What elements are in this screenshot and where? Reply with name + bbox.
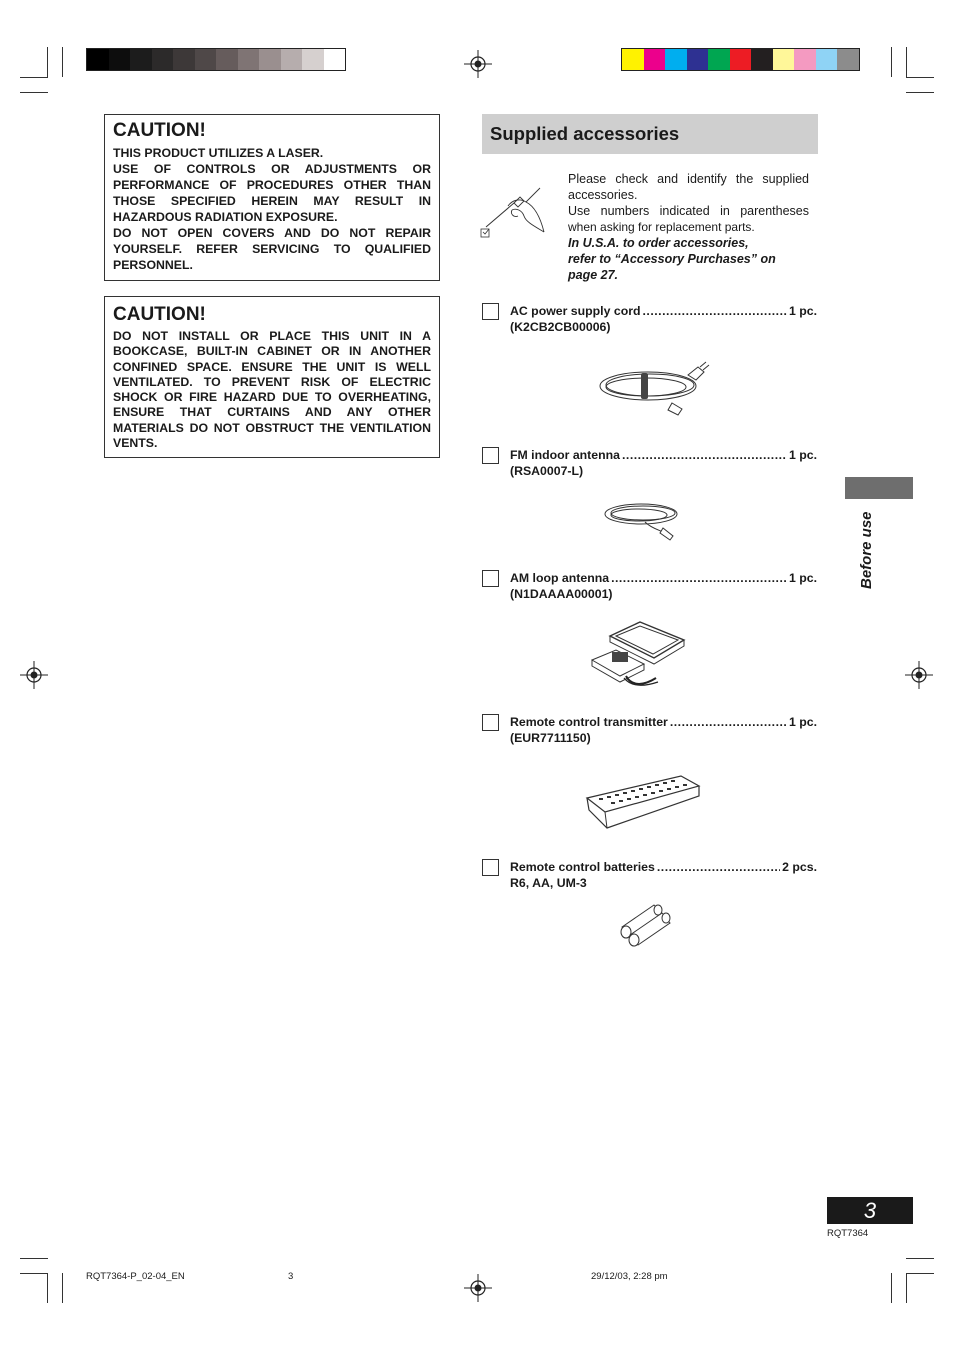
footer-page: 3 <box>288 1271 294 1282</box>
item-qty: 1 pc. <box>788 715 817 729</box>
caution-line: PERSONNEL. <box>113 258 193 272</box>
section-tab-marker <box>845 477 913 499</box>
color-swatch <box>216 49 238 70</box>
grayscale-calibration-bar <box>86 48 346 71</box>
caution-line: DO NOT INSTALL OR PLACE THIS UNIT IN A <box>113 329 431 343</box>
accessory-item-batteries <box>510 859 817 891</box>
batteries-illustration-icon <box>614 899 674 947</box>
accessory-item-ac-cord <box>510 303 817 335</box>
color-swatch <box>259 49 281 70</box>
item-name: Remote control batteries <box>510 860 655 874</box>
color-swatch <box>173 49 195 70</box>
caution-line: CONFINED SPACE. ENSURE THE UNIT IS WELL <box>113 359 431 374</box>
item-name: Remote control transmitter <box>510 715 668 729</box>
color-swatch <box>794 49 816 70</box>
color-swatch <box>130 49 152 70</box>
item-part: (RSA0007-L) <box>510 464 584 478</box>
item-qty: 1 pc. <box>788 448 817 462</box>
item-part: R6, AA, UM-3 <box>510 876 587 890</box>
pen-check-illustration-icon <box>478 186 550 242</box>
checkbox-remote[interactable] <box>482 714 499 731</box>
intro-line: Please check and identify the supplied <box>568 172 809 186</box>
caution-heading: CAUTION! <box>113 120 206 141</box>
accessory-item-remote <box>510 714 817 746</box>
intro-line: refer to “Accessory Purchases” on <box>568 252 776 266</box>
caution-line: THOSE SPECIFIED HEREIN MAY RESULT IN <box>113 194 431 208</box>
checkbox-ac-cord[interactable] <box>482 303 499 320</box>
caution-line: USE OF CONTROLS OR ADJUSTMENTS OR <box>113 162 431 176</box>
caution-line: DO NOT OPEN COVERS AND DO NOT REPAIR <box>113 226 431 240</box>
color-swatch <box>687 49 709 70</box>
fm-antenna-illustration-icon <box>601 498 687 544</box>
item-name: FM indoor antenna <box>510 448 620 462</box>
caution-line: SHOCK OR FIRE HAZARD DUE TO OVERHEATING, <box>113 390 431 405</box>
am-loop-antenna-illustration-icon <box>586 618 688 692</box>
caution-line: VENTS. <box>113 436 158 451</box>
caution-line: MATERIALS DO NOT OBSTRUCT THE VENTILATION <box>113 420 431 435</box>
item-qty: 1 pc. <box>788 304 817 318</box>
item-part: (EUR7711150) <box>510 731 591 745</box>
caution-line: BOOKCASE, BUILT-IN CABINET OR IN ANOTHER <box>113 344 431 359</box>
checkbox-fm-antenna[interactable] <box>482 447 499 464</box>
caution-install-box <box>104 296 440 458</box>
item-qty: 2 pcs. <box>782 860 817 874</box>
color-swatch <box>195 49 217 70</box>
color-swatch <box>837 49 859 70</box>
color-swatch <box>109 49 131 70</box>
color-swatch <box>281 49 303 70</box>
caution-line: ENSURE THAT CURTAINS AND ANY OTHER <box>113 405 431 420</box>
item-name: AC power supply cord <box>510 304 641 318</box>
checkbox-am-antenna[interactable] <box>482 570 499 587</box>
side-tab-text: Before use <box>858 511 875 589</box>
page-code: RQT7364 <box>827 1228 869 1239</box>
color-swatch <box>730 49 752 70</box>
caution-line: PERFORMANCE OF PROCEDURES OTHER THAN <box>113 178 431 192</box>
color-calibration-bar <box>621 48 860 71</box>
ac-power-cord-illustration-icon <box>596 355 712 417</box>
registration-mark-top-icon <box>464 50 492 78</box>
color-swatch <box>773 49 795 70</box>
item-part: (K2CB2CB00006) <box>510 320 611 334</box>
registration-mark-right-icon <box>905 661 933 689</box>
checkbox-batteries[interactable] <box>482 859 499 876</box>
accessory-item-fm-antenna <box>510 447 817 479</box>
accessories-intro <box>568 171 809 283</box>
color-swatch <box>302 49 324 70</box>
color-swatch <box>816 49 838 70</box>
registration-mark-left-icon <box>20 661 48 689</box>
color-swatch <box>238 49 260 70</box>
accessory-item-am-antenna <box>510 570 817 602</box>
intro-line: accessories. <box>568 188 638 202</box>
side-tab-label <box>820 505 880 595</box>
color-swatch <box>622 49 644 70</box>
intro-line: In U.S.A. to order accessories, <box>568 236 749 250</box>
caution-heading: CAUTION! <box>113 304 206 325</box>
caution-line: VENTILATED. TO PREVENT RISK OF ELECTRIC <box>113 374 431 389</box>
section-title: Supplied accessories <box>482 114 818 154</box>
intro-line: when asking for replacement parts. <box>568 220 755 234</box>
footer-file: RQT7364-P_02-04_EN <box>86 1271 185 1282</box>
caution-laser-box <box>104 114 440 281</box>
color-swatch <box>87 49 109 70</box>
caution-line: THIS PRODUCT UTILIZES A LASER. <box>113 146 324 160</box>
footer-timestamp: 29/12/03, 2:28 pm <box>591 1271 668 1282</box>
color-swatch <box>324 49 346 70</box>
color-swatch <box>665 49 687 70</box>
registration-mark-bottom-icon <box>464 1274 492 1302</box>
color-swatch <box>708 49 730 70</box>
remote-control-illustration-icon <box>585 772 701 834</box>
color-swatch <box>152 49 174 70</box>
item-qty: 1 pc. <box>788 571 817 585</box>
color-swatch <box>644 49 666 70</box>
item-part: (N1DAAAA00001) <box>510 587 613 601</box>
intro-line: Use numbers indicated in parentheses <box>568 204 809 218</box>
intro-line: page 27. <box>568 268 619 282</box>
page-number: 3 <box>827 1197 913 1224</box>
caution-line: YOURSELF. REFER SERVICING TO QUALIFIED <box>113 242 431 256</box>
caution-line: HAZARDOUS RADIATION EXPOSURE. <box>113 210 338 224</box>
item-name: AM loop antenna <box>510 571 610 585</box>
color-swatch <box>751 49 773 70</box>
